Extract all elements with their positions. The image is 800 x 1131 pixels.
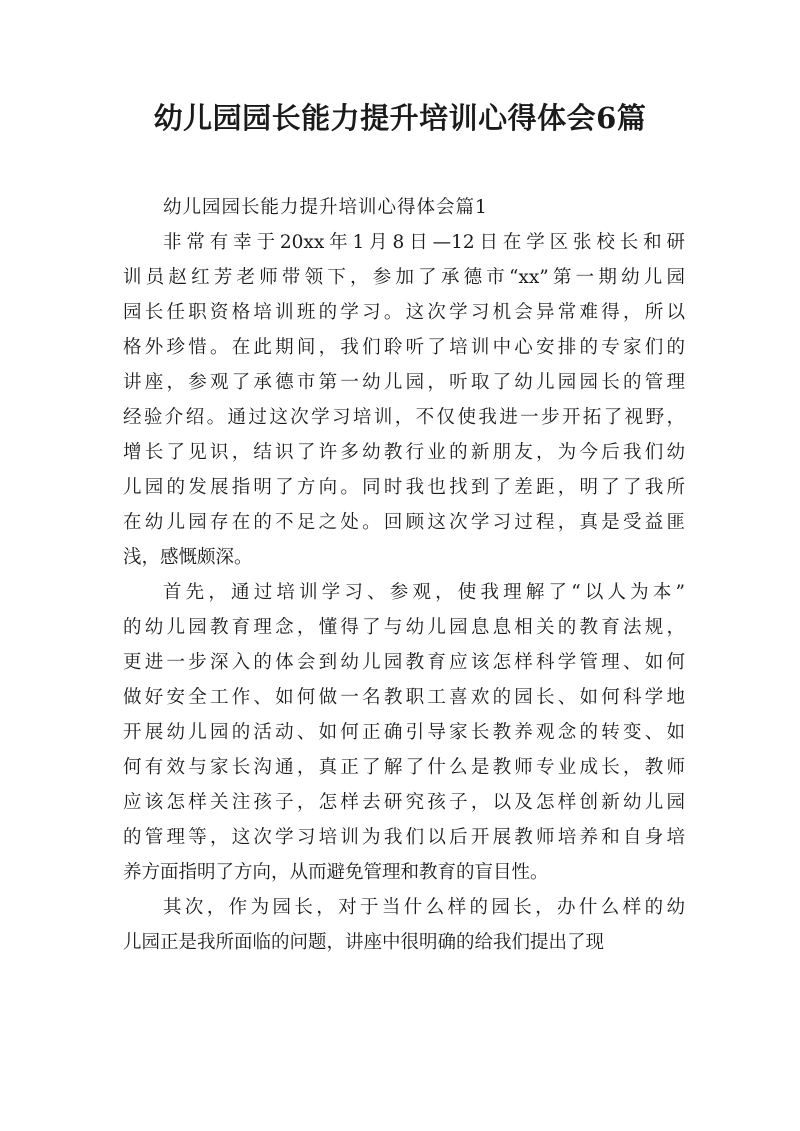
paragraph-line: 训员赵红芳老师带领下，参加了承德市“xx”第一期幼儿园 — [123, 267, 685, 288]
paragraph-line: 格外珍惜。在此期间，我们聆听了培训中心安排的专家们的 — [123, 337, 685, 358]
paragraph-line: 的管理等，这次学习培训为我们以后开展教师培养和自身培 — [123, 827, 685, 848]
paragraph-line: 儿园的发展指明了方向。同时我也找到了差距，明了了我所 — [123, 477, 685, 498]
paragraph-line: 浅，感慨颇深。 — [123, 547, 253, 568]
paragraph-line: 首先，通过培训学习、参观，使我理解了“以人为本” — [163, 582, 685, 603]
paragraph-line: 何有效与家长沟通，真正了解了什么是教师专业成长，教师 — [123, 757, 685, 778]
paragraph-line: 非常有幸于20xx年1月8日—12日在学区张校长和研 — [163, 232, 685, 253]
paragraph-line: 增长了见识，结识了许多幼教行业的新朋友，为今后我们幼 — [123, 442, 685, 463]
section-heading: 幼儿园园长能力提升培训心得体会篇1 — [163, 197, 488, 218]
document-title: 幼儿园园长能力提升培训心得体会6篇 — [153, 101, 647, 135]
document-body — [123, 190, 685, 960]
paragraph-list — [123, 225, 685, 960]
paragraph-line: 儿园正是我所面临的问题，讲座中很明确的给我们提出了现 — [123, 932, 605, 953]
paragraph-line: 其次，作为园长，对于当什么样的园长，办什么样的幼 — [163, 897, 685, 918]
paragraph — [123, 575, 685, 890]
paragraph — [123, 225, 685, 575]
paragraph-line: 在幼儿园存在的不足之处。回顾这次学习过程，真是受益匪 — [123, 512, 685, 533]
paragraph-line: 应该怎样关注孩子，怎样去研究孩子，以及怎样创新幼儿园 — [123, 792, 685, 813]
paragraph-line: 的幼儿园教育理念，懂得了与幼儿园息息相关的教育法规， — [123, 617, 685, 638]
paragraph-line: 经验介绍。通过这次学习培训，不仅使我进一步开拓了视野， — [123, 407, 685, 428]
paragraph-line: 开展幼儿园的活动、如何正确引导家长教养观念的转变、如 — [123, 722, 685, 743]
paragraph-line: 养方面指明了方向，从而避免管理和教育的盲目性。 — [123, 862, 549, 883]
paragraph-line: 更进一步深入的体会到幼儿园教育应该怎样科学管理、如何 — [123, 652, 685, 673]
paragraph — [123, 890, 685, 960]
paragraph-line: 做好安全工作、如何做一名教职工喜欢的园长、如何科学地 — [123, 687, 685, 708]
paragraph-line: 园长任职资格培训班的学习。这次学习机会异常难得，所以 — [123, 302, 685, 323]
paragraph-line: 讲座，参观了承德市第一幼儿园，听取了幼儿园园长的管理 — [123, 372, 685, 393]
